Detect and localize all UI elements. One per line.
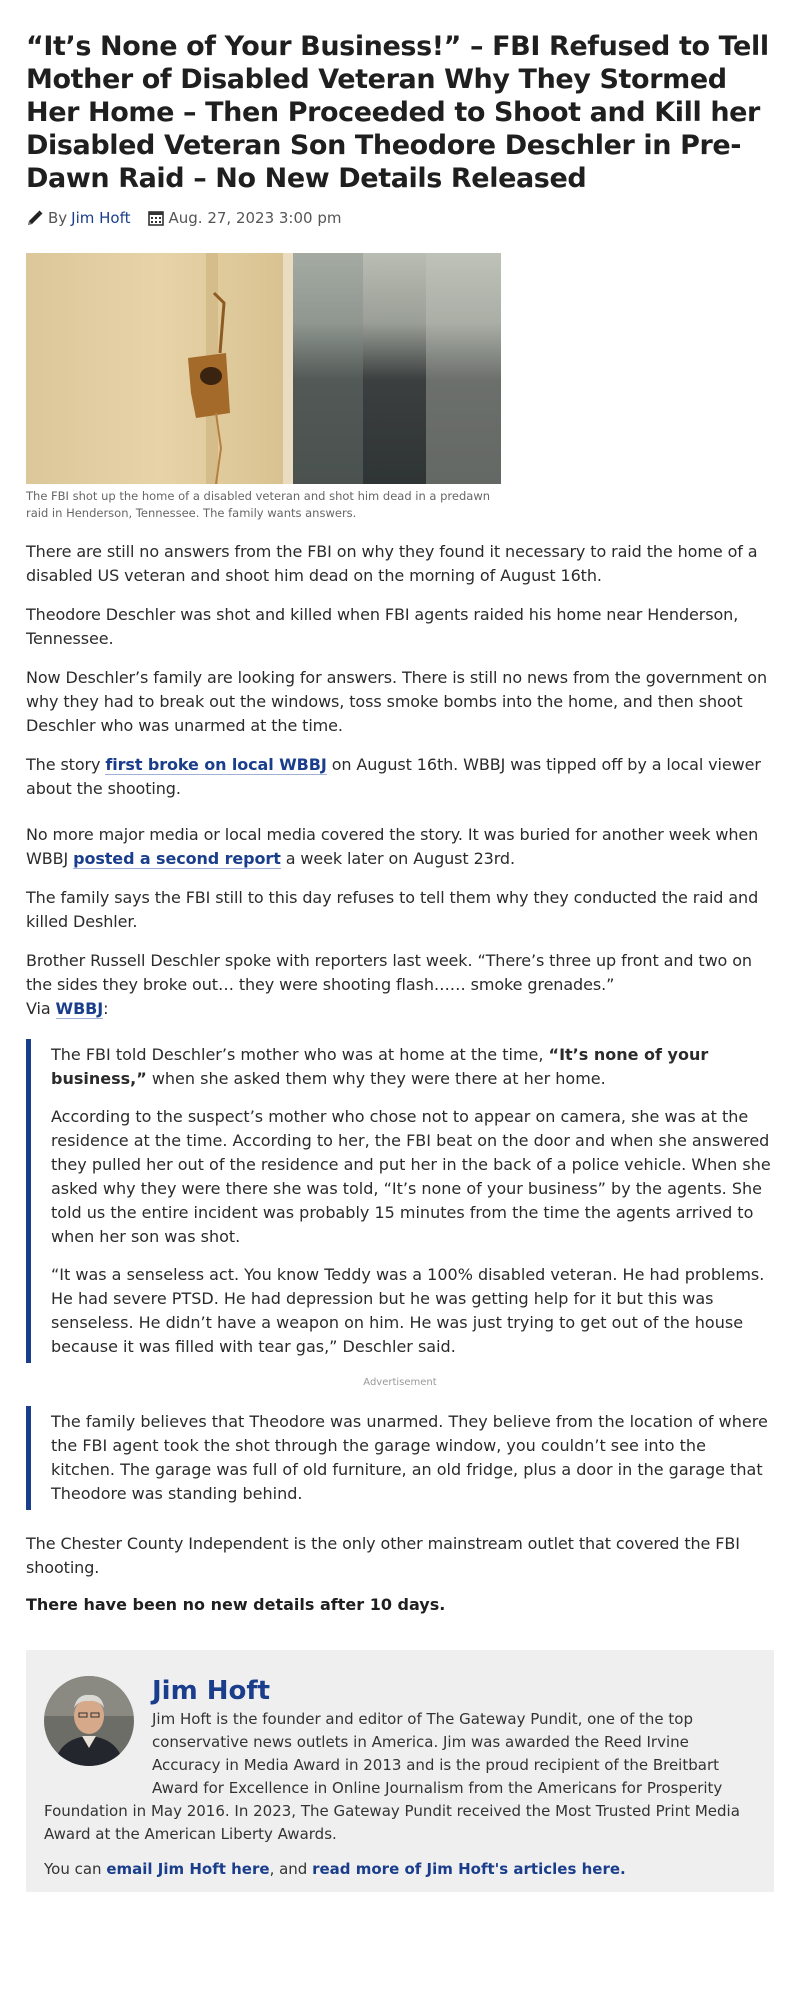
email-author-link[interactable]: email Jim Hoft here: [106, 1860, 270, 1878]
author-bio-first: Jim Hoft is the founder and editor of The Gateway Pundit, one of the top conservative news outlets in America. Jim was awarded the Reed Irvine Accuracy in Media Award in 2013 and is the proud recipient of the Breitbart Award for Excellence in Online Journalism from the Americans for Prosperity: [152, 1710, 723, 1797]
image-caption: The FBI shot up the home of a disabled veteran and shot him dead in a predawn raid in Henderson, Tennessee. The family wants answers.: [26, 489, 491, 520]
author-link[interactable]: Jim Hoft: [71, 209, 131, 227]
publish-date: Aug. 27, 2023 3:00 pm: [168, 209, 342, 227]
paragraph-7-text: Brother Russell Deschler spoke with reporters last week. “There’s three up front and two on the sides they broke out… they were shooting flash…… smoke grenades.”: [26, 951, 752, 994]
quote-1-text-a: The FBI told Deschler’s mother who was at home at the time,: [51, 1045, 549, 1064]
more-articles-link[interactable]: read more of Jim Hoft's articles here.: [312, 1860, 626, 1878]
wbbj-second-report-link[interactable]: posted a second report: [73, 849, 281, 868]
via-label: Via: [26, 999, 56, 1018]
author-links-text-b: , and: [269, 1860, 313, 1878]
avatar: [44, 1676, 134, 1766]
author-bio: [44, 1708, 756, 1846]
blockquote-2: [26, 1406, 774, 1510]
author-links: [44, 1860, 756, 1878]
byline: [26, 209, 774, 227]
byline-prefix: By: [48, 209, 68, 227]
paragraph-3: Now Deschler’s family are looking for answers. There is still no news from the government on why they had to break out the windows, toss smoke bombs into the home, and then shoot Deschler who was unarmed at the time.: [26, 668, 768, 735]
wbbj-via-link[interactable]: WBBJ: [55, 999, 104, 1018]
calendar-icon: [147, 209, 165, 227]
paragraph-5-text-b: a week later on August 23rd.: [280, 849, 515, 868]
author-bio-rest: Foundation in May 2016. In 2023, The Gateway Pundit received the Most Trusted Print Media Award at the American Liberty Awards.: [44, 1802, 740, 1843]
paragraph-2: Theodore Deschler was shot and killed when FBI agents raided his home near Henderson, Tennessee.: [26, 605, 739, 648]
paragraph-8: The Chester County Independent is the only other mainstream outlet that covered the FBI shooting.: [26, 1534, 740, 1577]
paragraph-7: [26, 949, 774, 1021]
blockquote-1: [26, 1039, 774, 1363]
quote-1-text-b: when she asked them why they were there at her home.: [146, 1069, 606, 1088]
paragraph-5: [26, 823, 774, 871]
quote-paragraph-2: According to the suspect’s mother who chose not to appear on camera, she was at the residence at the time. According to her, the FBI beat on the door and when she answered they pulled her out of the residence and put her in the back of a police vehicle. When she asked why they were there she was told, “It’s none of your business” by the agents. She told us the entire incident was probably 15 minutes from the time the agents arrived to when her son was shot.: [51, 1107, 771, 1246]
author-box: [26, 1650, 774, 1892]
pencil-icon: [26, 209, 44, 227]
paragraph-4-text-a: The story: [26, 755, 106, 774]
paragraph-6: The family says the FBI still to this day refuses to tell them why they conducted the raid and killed Deshler.: [26, 888, 759, 931]
author-links-text-a: You can: [44, 1860, 107, 1878]
article-photo: [26, 253, 501, 484]
article-title: “It’s None of Your Business!” – FBI Refused to Tell Mother of Disabled Veteran Why They Stormed Her Home – Then Proceeded to Shoot and Kill her Disabled Veteran Son Theodore Deschler in Pre-Dawn Raid – No New Details Released: [26, 31, 769, 194]
quote-paragraph-4: The family believes that Theodore was unarmed. They believe from the location of where the FBI agent took the shot through the garage window, you couldn’t see into the kitchen. The garage was full of old furniture, an old fridge, plus a door in the garage that Theodore was standing behind.: [51, 1412, 768, 1503]
article: [26, 30, 774, 1892]
author-name: Jim Hoft: [152, 1676, 271, 1706]
advertisement-label: Advertisement: [363, 1377, 437, 1388]
article-figure: [26, 253, 501, 522]
quote-paragraph-3: “It was a senseless act. You know Teddy was a 100% disabled veteran. He had problems. He had severe PTSD. He had depression but he was getting help for it but this was senseless. He didn’t have a weapon on him. He was just trying to get out of the house because it was filled with tear gas,” Deschler said.: [51, 1265, 765, 1356]
wbbj-first-report-link[interactable]: first broke on local WBBJ: [105, 755, 327, 774]
paragraph-4-text-b: on August 16th. WBBJ was tipped off by a local viewer about the shooting.: [26, 755, 761, 798]
paragraph-4: [26, 753, 774, 801]
quote-paragraph-1: [51, 1043, 774, 1091]
via-colon: :: [103, 999, 109, 1018]
quote-1-bold: “It’s none of your business,”: [51, 1045, 709, 1088]
closing-statement: There have been no new details after 10 days.: [26, 1595, 446, 1614]
paragraph-1: There are still no answers from the FBI on why they found it necessary to raid the home of a disabled US veteran and shoot him dead on the morning of August 16th.: [26, 542, 758, 585]
paragraph-5-text-a: No more major media or local media covered the story. It was buried for another week when WBBJ: [26, 825, 759, 868]
